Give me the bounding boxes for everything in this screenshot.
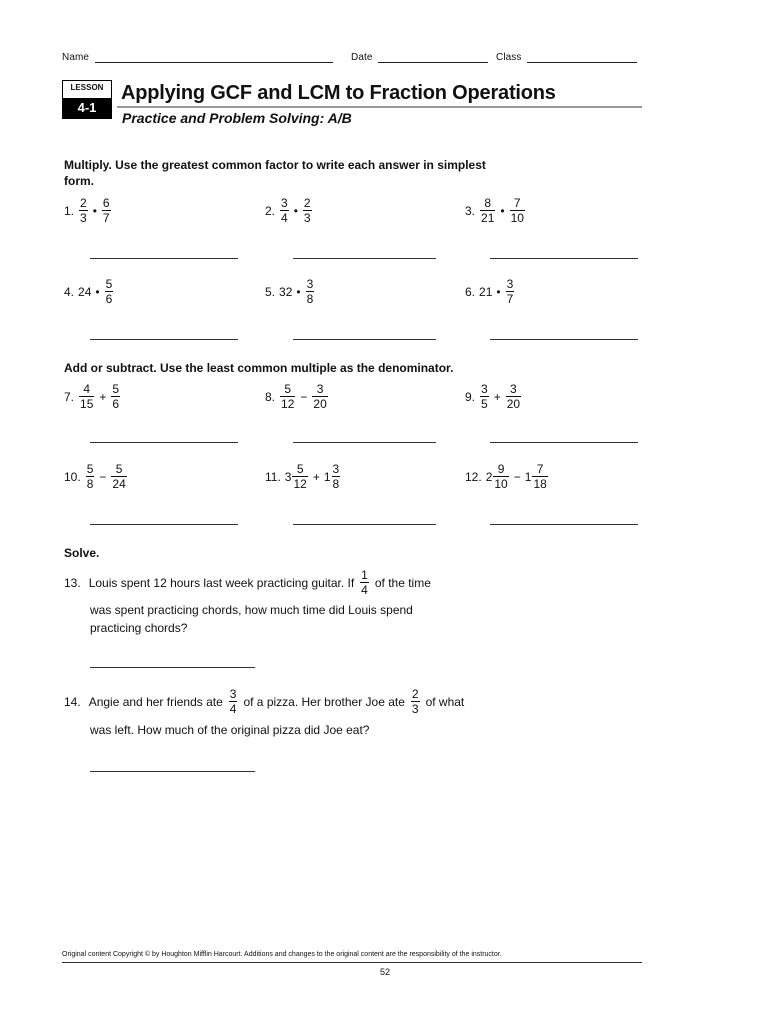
name-blank[interactable] [95,53,333,63]
fraction-denominator: 8 [86,477,94,491]
fraction [303,196,312,225]
operator: − [99,469,107,484]
fraction-denominator: 4 [361,583,368,597]
fraction [79,196,88,225]
lesson-label: LESSON [70,83,104,92]
fraction-denominator: 24 [112,477,126,491]
problem-number: 2. [265,203,276,218]
date-blank[interactable] [378,53,488,63]
fraction-numerator: 2 [303,196,311,210]
fraction-numerator: 3 [332,462,340,476]
operator: • [95,284,100,299]
operator: • [293,203,298,218]
problem-number: 5. [265,284,276,299]
fraction-denominator: 6 [112,397,120,411]
fraction-numerator: 3 [506,277,514,291]
fraction [532,462,547,491]
problem-14-text-c: of what [425,694,465,709]
problem-12 [465,462,549,491]
class-blank[interactable] [527,53,637,63]
problem-14-fraction-1 [229,687,238,716]
copyright-notice: Original content Copyright © by Houghton Mifflin Harcourt. Additions and changes to the original content are the responsibility of the instructor. [62,951,502,958]
fraction [86,462,95,491]
page-title: Applying GCF and LCM to Fraction Operations [121,82,556,104]
problem-1 [64,196,112,225]
fraction [111,462,126,491]
problem-11 [265,462,341,491]
name-field [62,52,333,63]
problem-14-fraction-2 [411,687,420,716]
fraction [506,277,515,306]
problem-13-text-a: Louis spent 12 hours last week practicing guitar. If [88,575,355,590]
whole-number: 1 [524,469,532,484]
answer-line[interactable] [293,524,436,525]
problem-14-line2: was left. How much of the original pizza did Joe eat? [90,723,370,737]
problem-number: 4. [64,284,75,299]
fraction [506,382,521,411]
fraction-denominator: 21 [481,211,495,225]
fraction-denominator: 4 [281,211,288,225]
fraction-denominator: 12 [293,477,307,491]
fraction [111,382,120,411]
fraction-numerator: 3 [306,277,314,291]
problem-13-line3: practicing chords? [90,621,188,635]
date-field [351,52,488,63]
operator: − [300,389,308,404]
fraction-numerator: 3 [510,382,517,396]
whole-number: 3 [284,469,292,484]
operator: + [99,389,107,404]
problem-14-number: 14. [64,694,81,709]
answer-line[interactable] [90,442,238,443]
fraction-denominator: 10 [494,477,508,491]
section2-instruction: Add or subtract. Use the least common multiple as the denominator. [64,361,454,375]
answer-line[interactable] [293,442,436,443]
fraction-numerator: 5 [115,462,123,476]
problem-14-text-a: Angie and her friends ate [88,694,223,709]
problem-14-answer-line[interactable] [90,771,255,772]
answer-line[interactable] [90,339,238,340]
fraction [510,196,525,225]
fraction-denominator: 8 [332,477,340,491]
fraction-numerator: 9 [497,462,505,476]
whole-number: 1 [323,469,331,484]
fraction-numerator: 2 [411,687,419,701]
answer-line[interactable] [490,442,638,443]
answer-line[interactable] [90,524,238,525]
fraction [102,196,111,225]
fraction-denominator: 18 [533,477,547,491]
operator: • [496,284,501,299]
answer-line[interactable] [490,258,638,259]
problem-14-line1 [64,687,464,716]
fraction-numerator: 3 [281,196,288,210]
fraction-numerator: 1 [361,568,368,582]
page-subtitle: Practice and Problem Solving: A/B [122,110,352,126]
class-label: Class [496,52,522,63]
whole-number: 24 [78,284,92,299]
solve-heading: Solve. [64,546,100,560]
fraction-numerator: 5 [284,382,292,396]
fraction-numerator: 5 [86,462,94,476]
fraction [280,382,295,411]
fraction-denominator: 20 [313,397,327,411]
fraction-denominator: 15 [80,397,94,411]
class-field [496,52,637,63]
problem-number: 8. [265,389,276,404]
problem-13-line1 [64,568,431,597]
fraction [105,277,114,306]
problem-9 [465,382,522,411]
fraction-numerator: 6 [102,196,110,210]
problem-14-text-b: of a pizza. Her brother Joe ate [243,694,405,709]
problem-13-line2: was spent practicing chords, how much time did Louis spend [90,603,413,617]
answer-line[interactable] [293,258,436,259]
fraction-denominator: 12 [281,397,295,411]
operator: • [92,203,97,218]
fraction-denominator: 5 [481,397,488,411]
fraction [79,382,94,411]
problem-number: 1. [64,203,75,218]
problem-6 [465,277,515,306]
problem-number: 7. [64,389,75,404]
operator: + [493,389,501,404]
operator: − [513,469,521,484]
fraction-numerator: 3 [316,382,324,396]
operator: + [312,469,320,484]
problem-number: 12. [465,469,482,484]
lesson-number: 4-1 [63,98,111,118]
fraction-denominator: 4 [229,702,237,716]
fraction-numerator: 5 [296,462,304,476]
fraction [292,462,307,491]
fraction-denominator: 3 [303,211,311,225]
fraction-denominator: 20 [506,397,521,411]
date-label: Date [351,52,373,63]
problem-8 [265,382,329,411]
fraction-numerator: 4 [83,382,91,396]
fraction [480,382,489,411]
problem-7 [64,382,121,411]
fraction-numerator: 7 [536,462,544,476]
answer-line[interactable] [490,524,638,525]
fraction [332,462,341,491]
answer-line[interactable] [90,258,238,259]
problem-13-text-b: of the time [374,575,431,590]
footer-divider [62,962,642,963]
fraction-numerator: 3 [229,687,237,701]
whole-number: 21 [479,284,493,299]
fraction [493,462,508,491]
fraction-denominator: 7 [506,292,514,306]
problem-13-fraction [360,568,369,597]
fraction-numerator: 5 [112,382,120,396]
operator: • [296,284,301,299]
problem-13-number: 13. [64,575,81,590]
problem-3 [465,196,526,225]
name-label: Name [62,52,90,63]
problem-number: 3. [465,203,476,218]
fraction-denominator: 7 [102,211,110,225]
fraction-numerator: 7 [513,196,521,210]
fraction-denominator: 6 [105,292,113,306]
fraction-numerator: 2 [80,196,87,210]
fraction-denominator: 3 [80,211,87,225]
fraction-numerator: 3 [481,382,488,396]
problem-number: 6. [465,284,476,299]
fraction [280,196,289,225]
title-divider [117,106,642,108]
lesson-badge [62,80,112,119]
problem-5 [265,277,315,306]
whole-number: 32 [279,284,293,299]
whole-number: 2 [485,469,493,484]
page-number: 52 [379,967,390,977]
fraction-denominator: 10 [510,211,524,225]
fraction-numerator: 5 [105,277,113,291]
fraction [312,382,327,411]
problem-number: 9. [465,389,476,404]
problem-2 [265,196,313,225]
problem-number: 10. [64,469,81,484]
section1-instruction: Multiply. Use the greatest common factor to write each answer in simplest form. [64,158,486,188]
answer-line[interactable] [293,339,436,340]
operator: • [500,203,505,218]
fraction [306,277,315,306]
answer-line[interactable] [490,339,638,340]
problem-4 [64,277,114,306]
problem-number: 11. [265,469,281,484]
problem-10 [64,462,128,491]
fraction-numerator: 8 [484,196,492,210]
fraction-denominator: 3 [411,702,419,716]
fraction-denominator: 8 [306,292,314,306]
fraction [480,196,495,225]
problem-13-answer-line[interactable] [90,667,255,668]
